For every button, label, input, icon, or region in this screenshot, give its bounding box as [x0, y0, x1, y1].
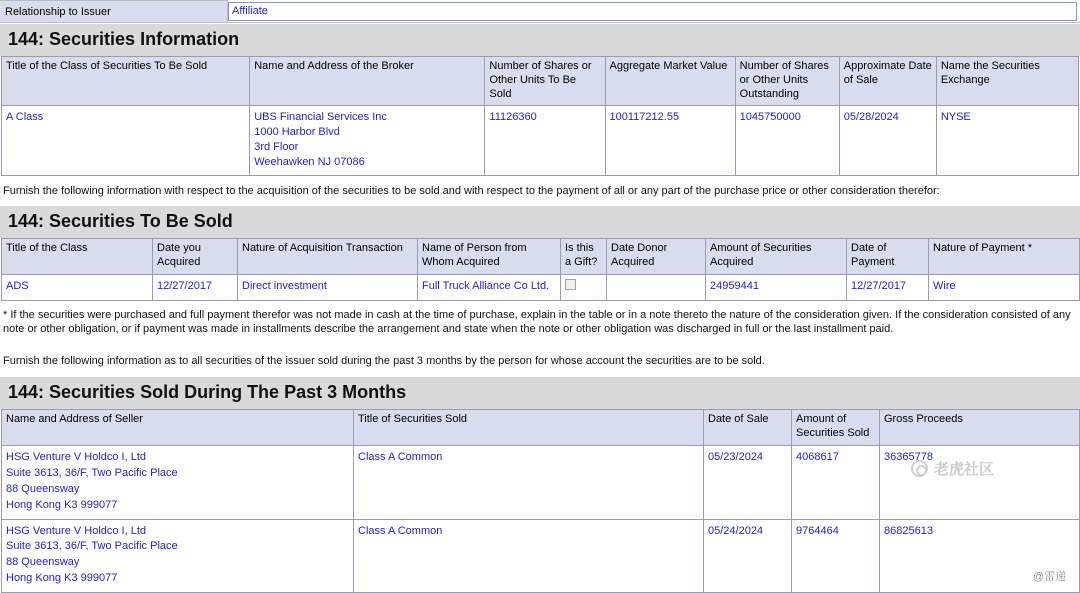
- cell-class-title: A Class: [2, 106, 250, 175]
- cell-title-of-securities-sold: Class A Common: [354, 445, 704, 519]
- cell-date-acquired: 12/27/2017: [153, 274, 238, 300]
- cell-date-donor-acquired: [607, 274, 706, 300]
- col-approx-date-of-sale: Approximate Date of Sale: [839, 57, 936, 106]
- cell-seller: [2, 445, 354, 519]
- cell-title-of-securities-sold: Class A Common: [354, 519, 704, 593]
- col-is-gift: Is this a Gift?: [561, 239, 607, 275]
- col-date-donor-acquired: Date Donor Acquired: [607, 239, 706, 275]
- is-gift-checkbox[interactable]: [565, 279, 576, 290]
- col-units-outstanding: Number of Shares or Other Units Outstanding: [735, 57, 839, 106]
- col-exchange: Name the Securities Exchange: [936, 57, 1078, 106]
- cell-gross-proceeds: 36365778: [880, 445, 1080, 519]
- col-amount-sold: Amount of Securities Sold: [792, 410, 880, 446]
- seller-line-3: 88 Queensway: [6, 556, 80, 569]
- col-class-title: Title of the Class: [2, 239, 153, 275]
- securities-sold-table: [1, 409, 1080, 593]
- table-header-row: [2, 410, 1080, 446]
- col-date-of-sale: Date of Sale: [704, 410, 792, 446]
- col-aggregate-market-value: Aggregate Market Value: [605, 57, 735, 106]
- col-title-of-securities-sold: Title of Securities Sold: [354, 410, 704, 446]
- cell-shares-to-be-sold: 11126360: [485, 106, 605, 175]
- col-gross-proceeds: Gross Proceeds: [880, 410, 1080, 446]
- relationship-to-issuer-input-wrap: [228, 0, 1080, 22]
- cell-date-of-sale: 05/23/2024: [704, 445, 792, 519]
- section-heading-securities-sold-past-3-months: 144: Securities Sold During The Past 3 Months: [0, 376, 1080, 409]
- spacer: [0, 336, 1080, 346]
- col-shares-to-be-sold: Number of Shares or Other Units To Be Sold: [485, 57, 605, 106]
- seller-line-2: Suite 3613, 36/F, Two Pacific Place: [6, 540, 178, 553]
- cell-person-from-whom-acquired: Full Truck Alliance Co Ltd.: [418, 274, 561, 300]
- table-row: [2, 274, 1080, 300]
- cell-exchange: NYSE: [936, 106, 1078, 175]
- cell-broker: [250, 106, 485, 175]
- watermark-primary-text: 老虎社区: [933, 461, 994, 478]
- broker-line-2: 1000 Harbor Blvd: [254, 126, 340, 139]
- broker-line-1: UBS Financial Services Inc: [254, 111, 387, 124]
- col-class-title: Title of the Class of Securities To Be Sold: [2, 57, 250, 106]
- cell-date-of-payment: 12/27/2017: [847, 274, 929, 300]
- cell-amount-sold: 9764464: [792, 519, 880, 593]
- relationship-to-issuer-row: [0, 0, 1080, 23]
- securities-information-table: [1, 56, 1079, 176]
- table-row: [2, 445, 1080, 519]
- table-row: [2, 106, 1079, 175]
- seller-line-4: Hong Kong K3 999077: [6, 498, 118, 511]
- col-person-from-whom-acquired: Name of Person from Whom Acquired: [418, 239, 561, 275]
- seller-line-1: HSG Venture V Holdco I, Ltd: [6, 450, 147, 463]
- col-date-of-payment: Date of Payment: [847, 239, 929, 275]
- table-row: [2, 519, 1080, 593]
- cell-seller: [2, 519, 354, 593]
- seller-line-1: HSG Venture V Holdco I, Ltd: [6, 524, 147, 537]
- cell-amount-sold: 4068617: [792, 445, 880, 519]
- cell-units-outstanding: 1045750000: [735, 106, 839, 175]
- cell-date-of-sale: 05/24/2024: [704, 519, 792, 593]
- seller-line-4: Hong Kong K3 999077: [6, 572, 118, 585]
- broker-line-3: 3rd Floor: [254, 140, 299, 153]
- cell-gross-proceeds: 86825613: [880, 519, 1080, 593]
- cell-is-gift: [561, 274, 607, 300]
- cell-class-title: ADS: [2, 274, 153, 300]
- table-header-row: [2, 57, 1079, 106]
- relationship-to-issuer-input[interactable]: [228, 2, 1077, 21]
- cell-amount-acquired: 24959441: [706, 274, 847, 300]
- cell-nature-of-payment: Wire: [929, 274, 1080, 300]
- section-heading-securities-information: 144: Securities Information: [0, 23, 1080, 56]
- col-nature-of-transaction: Nature of Acquisition Transaction: [238, 239, 418, 275]
- col-seller: Name and Address of Seller: [2, 410, 354, 446]
- note-acquisition-information: Furnish the following information with respect to the acquisition of the securities to be sold and with respect to the payment of all or any part of the purchase price or other consideration therefor:: [3, 184, 940, 197]
- seller-line-3: 88 Queensway: [6, 482, 80, 495]
- note-past-three-months: Furnish the following information as to all securities of the issuer sold during the past 3 months by the person for whose account the securities are to be sold.: [3, 355, 765, 368]
- seller-line-2: Suite 3613, 36/F, Two Pacific Place: [6, 466, 178, 479]
- col-date-acquired: Date you Acquired: [153, 239, 238, 275]
- section-heading-securities-to-be-sold: 144: Securities To Be Sold: [0, 205, 1080, 238]
- watermark-secondary: @雷递: [1032, 571, 1066, 584]
- col-nature-of-payment: Nature of Payment *: [929, 239, 1080, 275]
- broker-line-4: Weehawken NJ 07086: [254, 155, 365, 168]
- securities-to-be-sold-table: [1, 238, 1080, 300]
- relationship-to-issuer-label: Relationship to Issuer: [0, 0, 228, 22]
- table-header-row: [2, 239, 1080, 275]
- footnote-consideration: * If the securities were purchased and full payment therefor was not made in cash at the time of purchase, explain in the table or in a note thereto the nature of the consideration given. If the consideration consisted of any note or other obligation, or if payment was made in installments describe the arrangement and state when the note or other obligation was discharged in full or the last installment paid.: [3, 308, 1071, 336]
- col-amount-acquired: Amount of Securities Acquired: [706, 239, 847, 275]
- cell-approx-date-of-sale: 05/28/2024: [839, 106, 936, 175]
- cell-nature-of-transaction: Direct investment: [238, 274, 418, 300]
- cell-aggregate-market-value: 100117212.55: [605, 106, 735, 175]
- col-broker: Name and Address of the Broker: [250, 57, 485, 106]
